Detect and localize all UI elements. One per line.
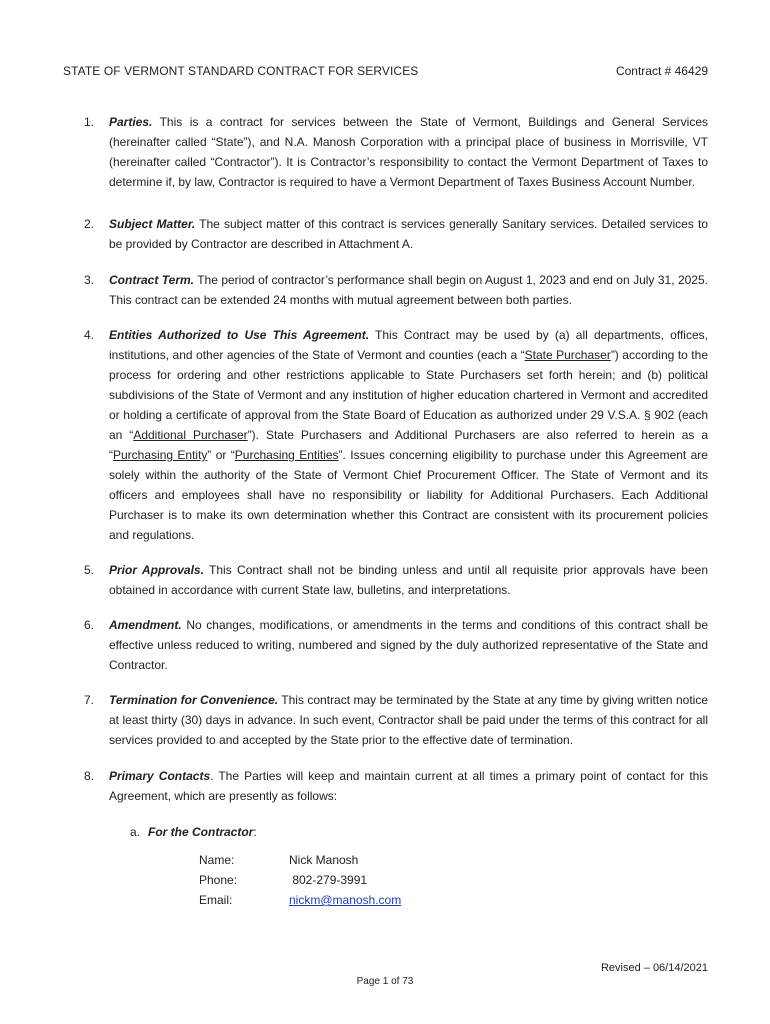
- section-text: ”). State Purchasers and Additional Purchasers are also referred to herein as a “: [109, 428, 709, 462]
- section-text: ”) according to the process for ordering and other restrictions applicable to State Purchasers set forth herein; and (b) political subdivisions of the State of Vermont and any institution of higher education chartered in Vermont and accredited or holding a certificate of approval from the State Board of Education as authorized under 29 V.S.A. § 902 (each an “: [109, 348, 708, 442]
- section-text: No changes, modifications, or amendments in the terms and conditions of this contract shall be effective unless reduced to writing, numbered and signed by the duly authorized representative of the State and Contractor.: [109, 618, 708, 672]
- contact-name: Nick Manosh: [289, 853, 359, 867]
- section-amendment: [84, 615, 708, 675]
- defined-term-purchasing-entities: Purchasing Entities: [234, 448, 339, 462]
- section-title: Entities Authorized to Use This Agreement.: [109, 328, 370, 342]
- section-number: 1.: [84, 115, 95, 129]
- subsection-title: For the Contractor: [148, 825, 254, 839]
- section-title: Termination for Convenience.: [109, 693, 279, 707]
- subsection-letter: a.: [130, 825, 141, 839]
- section-text: This contract may be terminated by the State at any time by giving written notice at least thirty (30) days in advance. In such event, Contractor shall be paid under the terms of this contract for all services provided to and accepted by the State prior to the effective date of termination.: [109, 693, 709, 747]
- section-title: Subject Matter.: [109, 217, 196, 231]
- contact-email-row: [199, 890, 401, 910]
- contractor-contact-details: [199, 850, 401, 910]
- subsection-colon: :: [253, 825, 257, 839]
- section-number: 4.: [84, 328, 95, 342]
- section-text: This Contract may be used by (a) all departments, offices, institutions, and other agencies of the State of Vermont and counties (each a “: [109, 328, 708, 362]
- phone-label: Phone:: [199, 873, 238, 887]
- contact-email-link[interactable]: nickm@manosh.com: [289, 893, 402, 907]
- contact-name-row: [199, 850, 401, 870]
- section-contract-term: [84, 270, 708, 310]
- section-primary-contacts: [84, 766, 708, 806]
- defined-term-additional-purchaser: Additional Purchaser: [133, 428, 248, 442]
- section-number: 5.: [84, 563, 95, 577]
- section-number: 7.: [84, 693, 95, 707]
- section-text: This is a contract for services between the State of Vermont, Buildings and General Services (hereinafter called “State”), and N.A. Manosh Corporation with a principal place of business in Morrisville, VT (hereinafter called “Contractor”). It is Contractor’s responsibility to contact the Vermont Department of Taxes to determine if, by law, Contractor is required to have a Vermont Department of Taxes Business Account Number.: [109, 115, 708, 189]
- contract-number: Contract # 46429: [615, 64, 708, 78]
- section-title: Primary Contacts: [109, 769, 211, 783]
- contractor-subsection: [130, 822, 257, 842]
- section-termination: [84, 690, 708, 750]
- section-text: This Contract shall not be binding unless and until all requisite prior approvals have been obtained in accordance with current State law, bulletins, and interpretations.: [109, 563, 708, 597]
- section-title: Parties.: [109, 115, 153, 129]
- page-number: Page 1 of 73: [356, 976, 414, 987]
- section-title: Contract Term.: [109, 273, 194, 287]
- contact-phone-row: [199, 870, 401, 890]
- section-number: 3.: [84, 273, 95, 287]
- defined-term-state-purchaser: State Purchaser: [524, 348, 611, 362]
- section-subject-matter: [84, 214, 708, 254]
- email-label: Email:: [199, 893, 233, 907]
- section-number: 2.: [84, 217, 95, 231]
- section-number: 8.: [84, 769, 95, 783]
- section-parties: [84, 112, 708, 192]
- name-label: Name:: [199, 853, 235, 867]
- section-text: ”. Issues concerning eligibility to purchase under this Agreement are solely within the authority of the State of Vermont Chief Procurement Officer. The State of Vermont and its officers and employees shall have no responsibility or liability for Additional Purchasers. Each Additional Purchaser is to make its own determination whether this Contract are consistent with its procurement policies and regulations.: [109, 448, 708, 542]
- section-text: The period of contractor’s performance shall begin on August 1, 2023 and end on July 31, 2025. This contract can be extended 24 months with mutual agreement between both parties.: [109, 273, 708, 307]
- defined-term-purchasing-entity: Purchasing Entity: [113, 448, 208, 462]
- section-text: ” or “: [207, 448, 235, 462]
- section-number: 6.: [84, 618, 95, 632]
- section-title: Prior Approvals.: [109, 563, 204, 577]
- section-text: The subject matter of this contract is services generally Sanitary services. Detailed services to be provided by Contractor are described in Attachment A.: [109, 217, 708, 251]
- document-title: STATE OF VERMONT STANDARD CONTRACT FOR SERVICES: [63, 64, 419, 78]
- revision-date: Revised – 06/14/2021: [600, 962, 708, 974]
- section-text: . The Parties will keep and maintain current at all times a primary point of contact for this Agreement, which are presently as follows:: [109, 769, 708, 803]
- section-prior-approvals: [84, 560, 708, 600]
- section-entities-authorized: [84, 325, 708, 545]
- contact-phone: 802-279-3991: [289, 873, 368, 887]
- section-title: Amendment.: [109, 618, 182, 632]
